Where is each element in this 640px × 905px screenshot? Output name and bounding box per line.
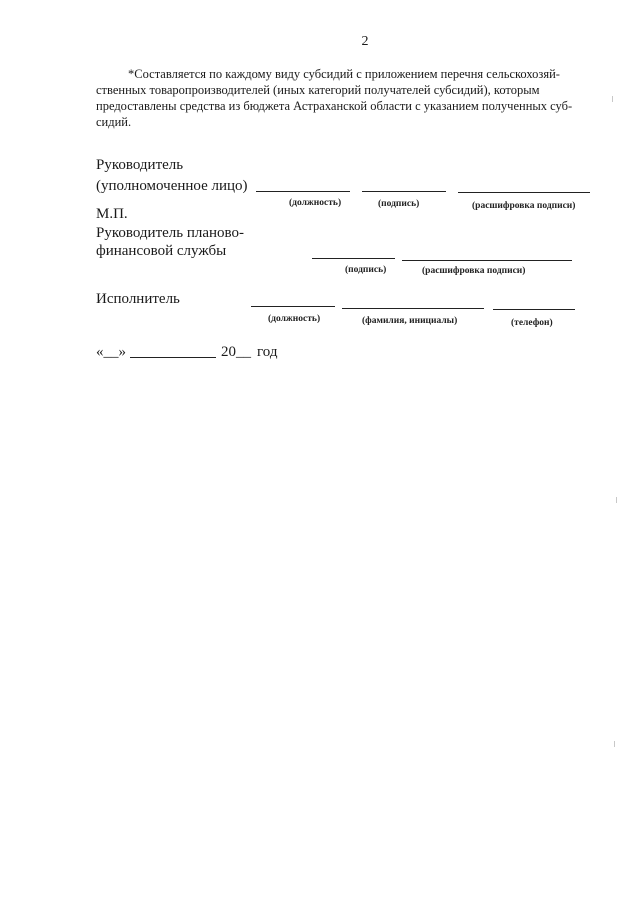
head-caption-signature: (подпись) [378,199,420,209]
date-month-line [130,357,216,358]
date-year-word: год [257,344,278,360]
executor-caption-phone: (телефон) [511,318,553,328]
finance-decoding-line [402,260,572,261]
footnote-line-1: *Составляется по каждому виду субсидий с приложением перечня сельскохозяй- [128,67,560,81]
executor-phone-line [493,309,575,310]
page-number: 2 [361,34,369,49]
margin-mark [612,96,613,102]
margin-mark [614,741,615,747]
stamp-label: М.П. [96,206,128,222]
footnote-line-3: предоставлены средства из бюджета Астраханской области с указанием полученных суб- [96,99,573,113]
head-label-line-2: (уполномоченное лицо) [96,178,248,194]
executor-label: Исполнитель [96,291,180,307]
footnote-line-2: ственных товаропроизводителей (иных категорий получателей субсидий), которым [96,83,540,97]
margin-mark [616,497,617,503]
head-decoding-line [458,192,590,193]
executor-name-line [342,308,484,309]
head-caption-decoding: (расшифровка подписи) [472,201,576,211]
finance-label-line-2: финансовой службы [96,243,227,259]
finance-caption-signature: (подпись) [345,265,387,275]
executor-position-line [251,306,335,307]
executor-caption-name: (фамилия, инициалы) [362,316,458,326]
head-caption-position: (должность) [289,198,342,208]
date-quote: «__» [96,344,126,360]
finance-label-line-1: Руководитель планово- [96,225,245,241]
finance-caption-decoding: (расшифровка подписи) [422,266,526,276]
footnote-line-4: сидий. [96,115,132,129]
head-position-line [256,191,350,192]
executor-caption-position: (должность) [268,314,321,324]
date-year-prefix: 20__ [221,344,251,360]
footnote [96,66,604,130]
finance-signature-line [312,258,395,259]
head-label-line-1: Руководитель [96,157,184,173]
head-signature-line [362,191,446,192]
